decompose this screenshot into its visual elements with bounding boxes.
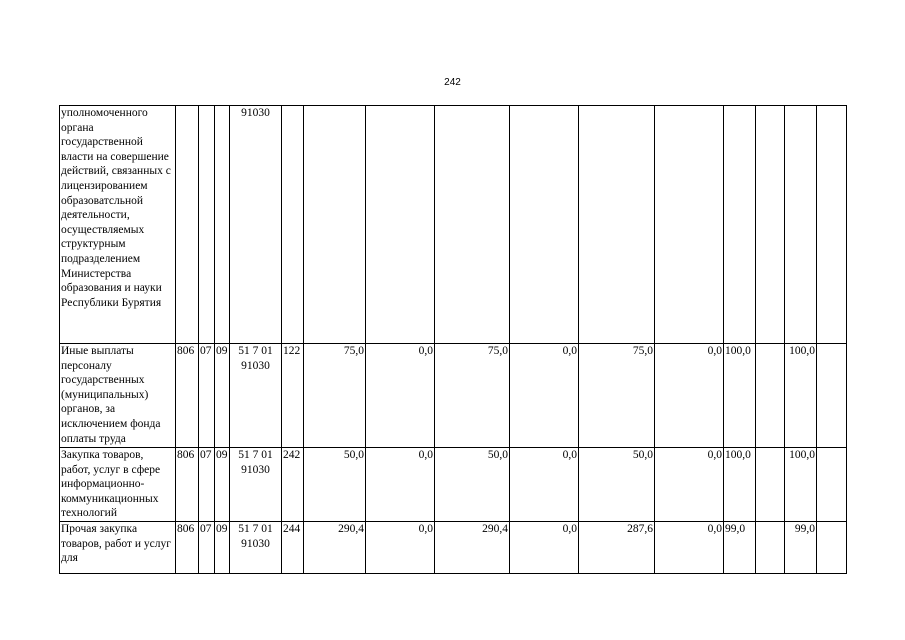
table-row (60, 344, 847, 448)
pr-code: 09 (215, 448, 230, 522)
value-5 (579, 106, 655, 344)
value-4: 0,0 (510, 448, 579, 522)
ved-code: 806 (176, 448, 199, 522)
page-number: 242 (444, 77, 461, 88)
table-row (60, 448, 847, 522)
value-8 (756, 448, 785, 522)
tsr-code: 51 7 01 91030 (230, 522, 282, 574)
row-name: Прочая закупка товаров, работ и услуг для (60, 522, 176, 574)
value-5: 50,0 (579, 448, 655, 522)
value-8 (756, 106, 785, 344)
value-3: 50,0 (435, 448, 510, 522)
vr-code: 122 (282, 344, 304, 448)
value-4: 0,0 (510, 344, 579, 448)
percent-1: 100,0 (724, 344, 756, 448)
value-2 (366, 106, 435, 344)
vr-code (282, 106, 304, 344)
ved-code: 806 (176, 344, 199, 448)
empty-cell (817, 522, 847, 574)
empty-cell (817, 448, 847, 522)
rz-code (199, 106, 215, 344)
row-name: уполномоченного органа государственной власти на совершение действий, связанных с лицензированием образоватсльной деятельности, осуществляемых структурным подразделением Министерства образования и науки Республики Бурятия (60, 106, 176, 344)
percent-2: 100,0 (785, 448, 817, 522)
rz-code: 07 (199, 448, 215, 522)
value-1: 50,0 (304, 448, 366, 522)
value-5: 287,6 (579, 522, 655, 574)
value-4 (510, 106, 579, 344)
value-1: 75,0 (304, 344, 366, 448)
value-6: 0,0 (655, 344, 724, 448)
ved-code (176, 106, 199, 344)
vr-code: 244 (282, 522, 304, 574)
table-row (60, 522, 847, 574)
value-5: 75,0 (579, 344, 655, 448)
value-8 (756, 344, 785, 448)
percent-2: 99,0 (785, 522, 817, 574)
value-2: 0,0 (366, 448, 435, 522)
tsr-code: 91030 (230, 106, 282, 344)
rz-code: 07 (199, 344, 215, 448)
pr-code: 09 (215, 344, 230, 448)
budget-table (59, 105, 847, 574)
value-4: 0,0 (510, 522, 579, 574)
row-name: Иные выплаты персоналу государственных (муниципальных) органов, за исключением фонда оплаты труда (60, 344, 176, 448)
percent-1: 99,0 (724, 522, 756, 574)
pr-code (215, 106, 230, 344)
empty-cell (817, 344, 847, 448)
percent-1 (724, 106, 756, 344)
table-row (60, 106, 847, 344)
value-1: 290,4 (304, 522, 366, 574)
value-6 (655, 106, 724, 344)
value-1 (304, 106, 366, 344)
tsr-code: 51 7 01 91030 (230, 344, 282, 448)
value-3: 290,4 (435, 522, 510, 574)
value-6: 0,0 (655, 448, 724, 522)
value-3 (435, 106, 510, 344)
pr-code: 09 (215, 522, 230, 574)
percent-1: 100,0 (724, 448, 756, 522)
vr-code: 242 (282, 448, 304, 522)
percent-2: 100,0 (785, 344, 817, 448)
percent-2 (785, 106, 817, 344)
value-8 (756, 522, 785, 574)
value-2: 0,0 (366, 344, 435, 448)
row-name: Закупка товаров, работ, услуг в сфере информационно-коммуникационных технологий (60, 448, 176, 522)
value-3: 75,0 (435, 344, 510, 448)
rz-code: 07 (199, 522, 215, 574)
value-6: 0,0 (655, 522, 724, 574)
empty-cell (817, 106, 847, 344)
ved-code: 806 (176, 522, 199, 574)
tsr-code: 51 7 01 91030 (230, 448, 282, 522)
value-2: 0,0 (366, 522, 435, 574)
